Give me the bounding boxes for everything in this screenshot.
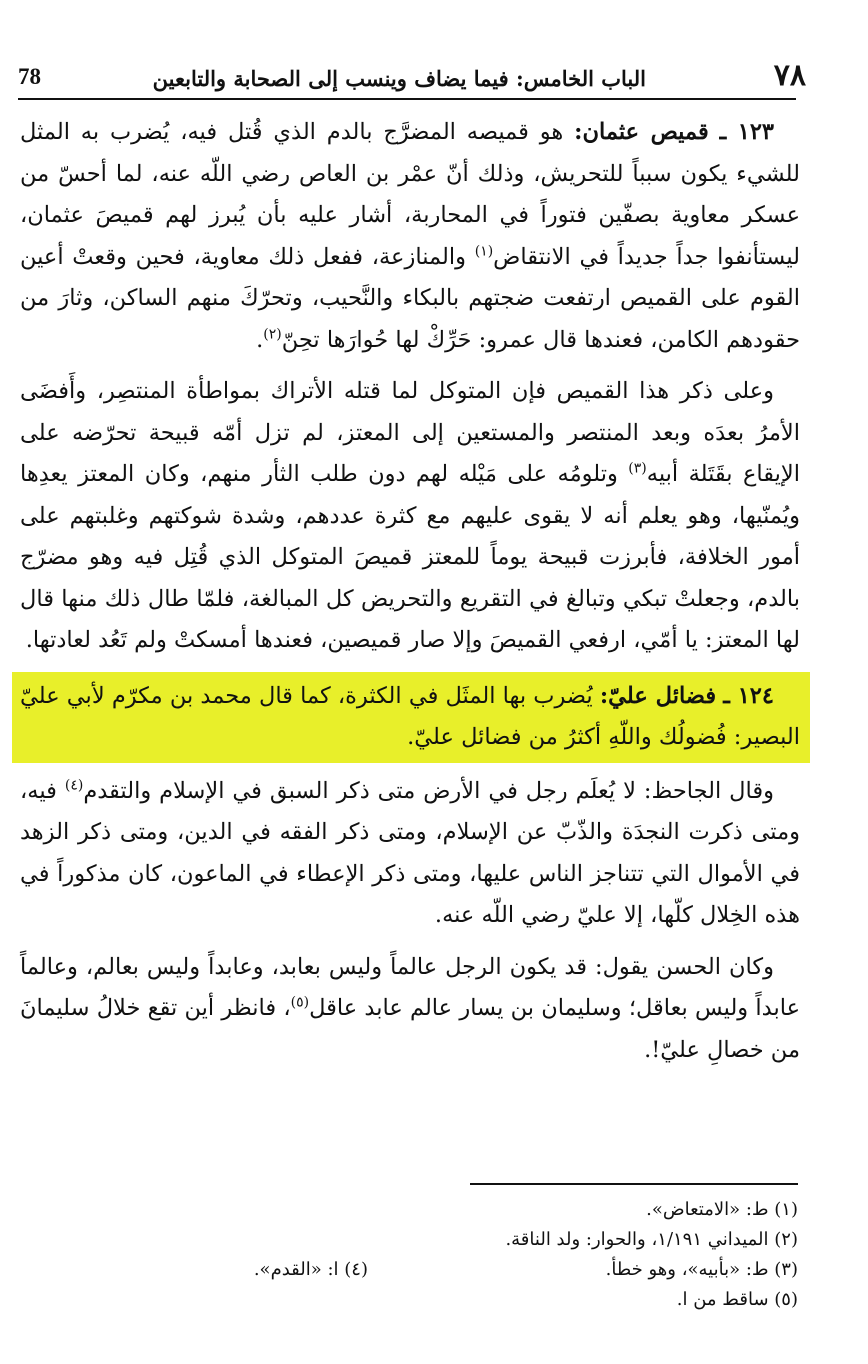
- entry-124-highlighted-paragraph: [12, 672, 810, 763]
- entry-number: ١٢٣ ـ: [719, 119, 775, 145]
- paragraph-text: يُضرب بها المثَل في الكثرة، كما قال محمد بن مكرّم لأبي عليّ البصير: فُضولُك واللّهِ أكثرُ من فضائل عليّ.: [20, 682, 800, 750]
- page-number-latin: 78: [18, 64, 41, 89]
- footnote-item: (٥) ساقط من ا.: [676, 1289, 798, 1310]
- page-header: [18, 58, 806, 100]
- footnote-ref: (٥): [290, 994, 310, 1011]
- page-number-arabic: ٧٨: [773, 58, 806, 93]
- running-title: الباب الخامس: فيما يضاف وينسب إلى الصحابة والتابعين: [152, 66, 646, 91]
- paragraph-text: وكان الحسن يقول: قد يكون الرجل عالماً وليس بعابد، وعابداً وليس بعالم، وعالماً عابداً وليس بعاقل؛ وسليمان بن يسار عالم عابد عاقل: [20, 953, 801, 1021]
- footnote-item-secondary: (٤) ا: «القدم».: [253, 1259, 368, 1280]
- entry-title: قميص عثمان:: [574, 119, 709, 145]
- paragraph-text: وعلى ذكر هذا القميص فإن المتوكل لما قتله الأتراك بمواطأة المنتصِر، وأَفضَى الأمرُ بعدَه وبعد المنتصر والمستعين إلى المعتز، لم تزل أمّه قبيحة تحرّضه على الإيقاع بقَتَلة أبيه: [20, 378, 801, 487]
- paragraph-text: .: [256, 326, 264, 353]
- footnote-divider: [470, 1183, 798, 1185]
- entry-123-paragraph: [20, 112, 800, 361]
- main-text: [20, 112, 800, 1081]
- hasan-paragraph: [20, 947, 800, 1072]
- paragraph-text: وتلومُه على مَيْله لهم دون طلب الثأر منهم، وكان المعتز يعدِها ويُمنّيها، وهو يعلم أنه لا يقوى عليهم مع كثرة عددهم، وشدة شوكتهم وغلبتهم على أمور الخلافة، فأبرزت قبيحة يوماً للمعتز قميصَ المتوكل الذي قُتِل فيه وهو مضرّج بالدم، وجعلتْ تبكي وتبالغ في التقريع والتحريض كل المبالغة، فلمّا طال ذلك منها قال لها المعتز: يا أمّي، ارفعي القميصَ وإلا صار قميصين، فعندها أمسكتْ ولم تَعُد لعادتها.: [20, 461, 800, 653]
- paragraph-text: ، فانظر أين تقع خلالُ سليمانَ من خصالِ عليّ!.: [20, 995, 800, 1063]
- footnote-item: (٢) الميداني ١/١٩١، والحوار: ولد الناقة.: [505, 1229, 798, 1250]
- entry-title: فضائل عليّ:: [599, 682, 717, 709]
- footnote-ref: (٢): [263, 326, 282, 342]
- footnote-item: (٣) ط: «بأبيه»، وهو خطأ. (٤) ا: «القدم».: [20, 1255, 798, 1285]
- footnote-item: (١) ط: «الامتعاض».: [646, 1199, 798, 1220]
- paragraph-text: والمنازعة، ففعل ذلك معاوية، فحين وقعتْ أعين القوم على القميص ارتفعت ضجتهم بالبكاء والنَّحيب، وتحرّكَ منهم الساكن، وثارَ من حقودهم الكامن، فعندها قال عمرو: حَرِّكْ لها حُوارَها تحِنّ: [20, 243, 800, 353]
- entry-number: ١٢٤ ـ: [723, 682, 774, 709]
- paragraph-text: هو قميصه المضرَّج بالدم الذي قُتل فيه، يُضرب به المثل للشيء يكون سبباً للتحريش، وذلك أنّ عمْر بن العاص رضي اللّه عنه، لما أحسّ من عسكر معاوية بصفّين فتوراً في المحاربة، أشار عليه بأن يُبرز لهم قميصَ عثمان، ليستأنفوا جداً جديداً في الانتقاض: [20, 119, 800, 270]
- mutawakkil-paragraph: [20, 371, 800, 662]
- footnote-ref: (٣): [628, 460, 647, 477]
- footnote-ref: (١): [474, 243, 494, 259]
- paragraph-text: فيه، ومتى ذكرت النجدَة والذّبّ عن الإسلام، ومتى ذكر الفقه في الدين، ومتى ذكر الزهد في الأموال التي تتناجز الناس عليها، ومتى ذكر الإعطاء في الماعون، كان مذكوراً في هذه الخِلال كلّها، إلا عليّ رضي اللّه عنه.: [20, 777, 800, 928]
- footnote-ref: (٤): [64, 777, 84, 793]
- paragraph-text: وقال الجاحظ: لا يُعلَم رجل في الأرض متى ذكر السبق في الإسلام والتقدم: [83, 777, 774, 804]
- footnotes: [20, 1195, 798, 1315]
- jahiz-paragraph: [20, 771, 800, 937]
